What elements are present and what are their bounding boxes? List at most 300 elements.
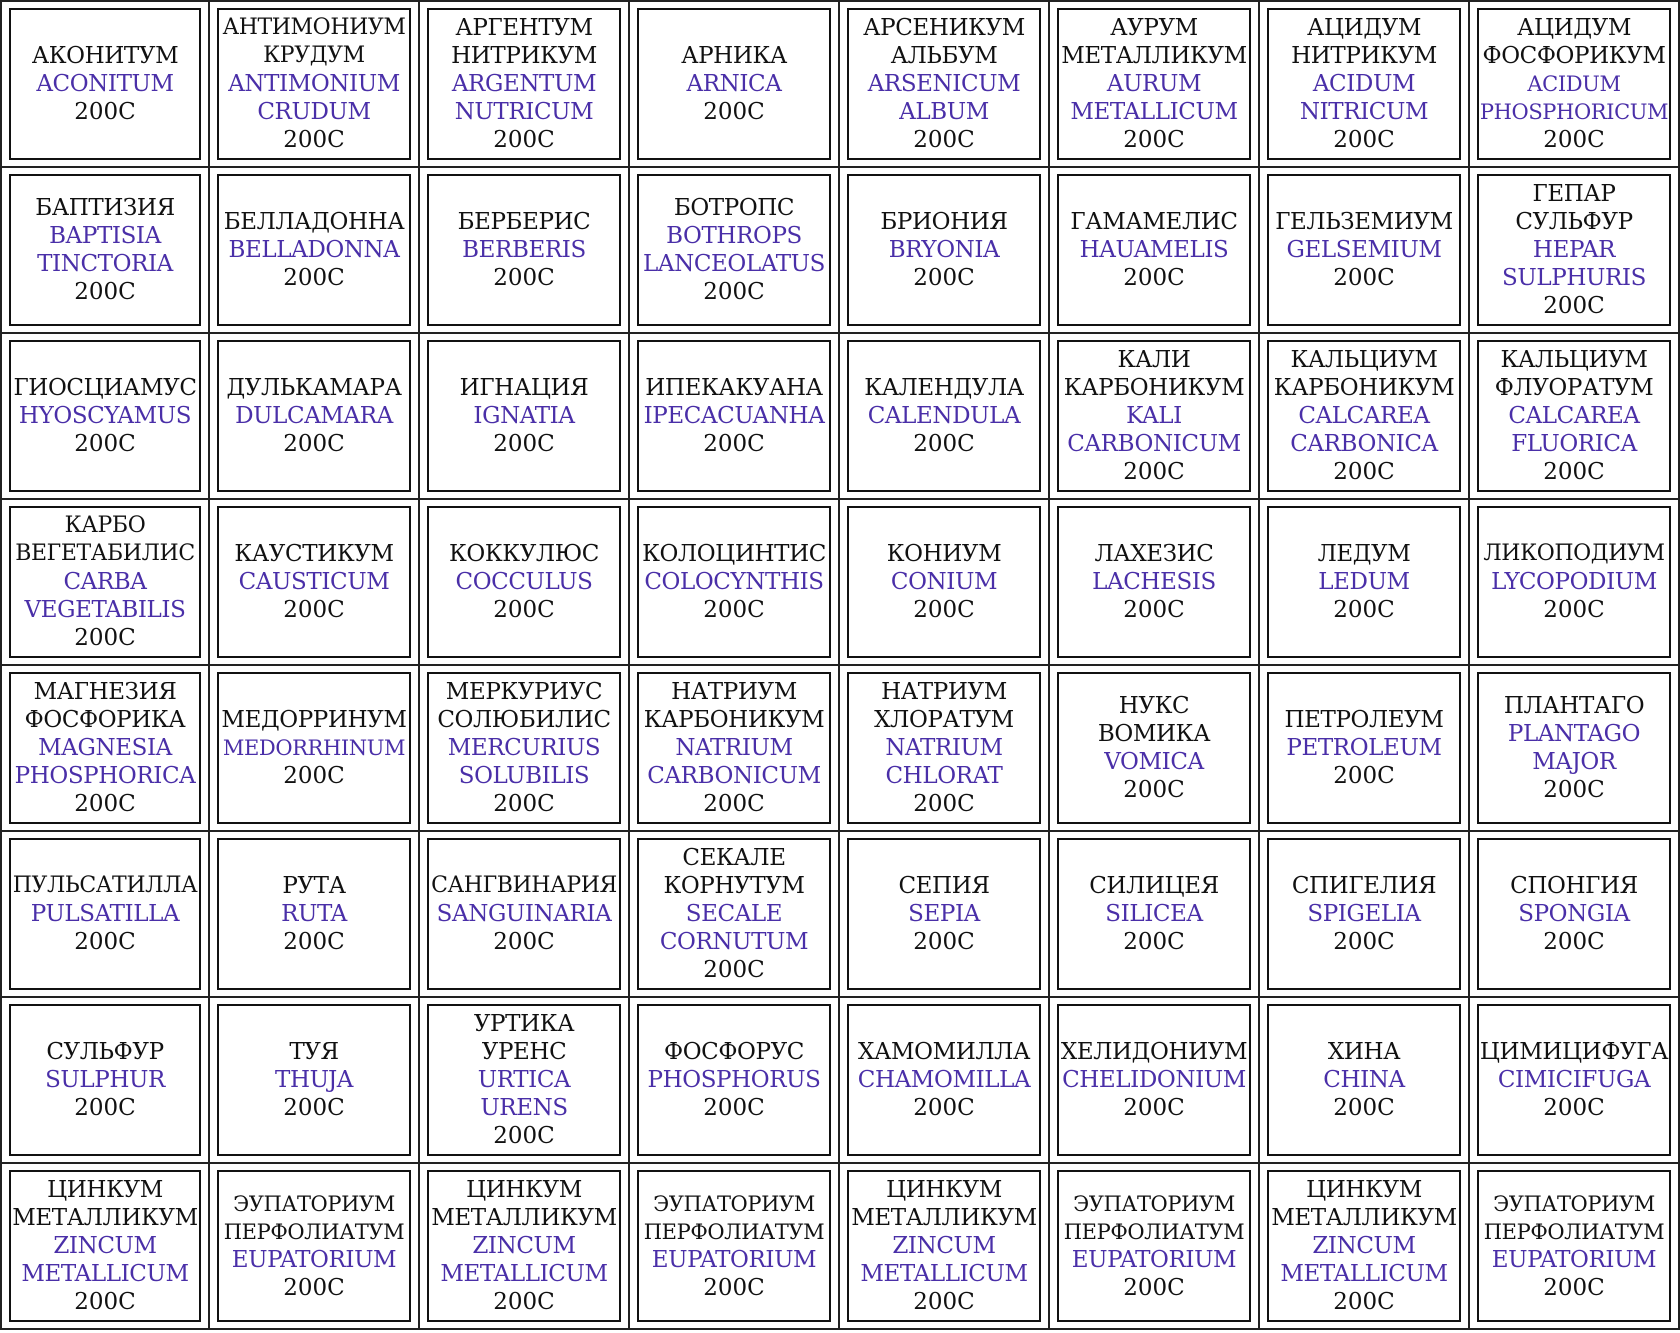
label-cell	[0, 168, 210, 334]
remedy-name-latin: PULSATILLA	[30, 901, 180, 927]
label-cell	[840, 2, 1050, 168]
remedy-name-cyrillic: АРНИКА	[681, 43, 787, 69]
label-cell	[210, 2, 420, 168]
potency: 200C	[283, 597, 345, 623]
remedy-name-cyrillic: ХЕЛИДОНИУМ	[1060, 1039, 1248, 1065]
remedy-name-latin: COCCULUS	[455, 569, 593, 595]
remedy-name-cyrillic: НУКС ВОМИКА	[1097, 693, 1211, 747]
potency: 200C	[913, 1289, 975, 1315]
label-cell	[1050, 168, 1260, 334]
potency: 200C	[283, 763, 345, 789]
label-cell	[840, 168, 1050, 334]
remedy-name-latin: PHOSPHORUS	[647, 1067, 821, 1093]
label-cell	[0, 1164, 210, 1330]
remedy-name-latin: CALCAREA FLUORICA	[1508, 403, 1640, 457]
remedy-name-cyrillic: СЕПИЯ	[898, 873, 990, 899]
remedy-name-cyrillic: КАРБО ВЕГЕТАБИЛИС	[15, 513, 195, 566]
remedy-name-latin: BRYONIA	[888, 237, 1000, 263]
label-cell	[1050, 832, 1260, 998]
label-cell	[420, 500, 630, 666]
remedy-name-cyrillic: НАТРИУМ ХЛОРАТУМ	[874, 679, 1014, 733]
potency: 200C	[74, 1289, 136, 1315]
potency: 200C	[703, 279, 765, 305]
remedy-name-latin: SILICEA	[1105, 901, 1203, 927]
label-cell	[0, 666, 210, 832]
remedy-name-cyrillic: ГАМАМЕЛИС	[1070, 209, 1238, 235]
label-cell	[210, 666, 420, 832]
remedy-label	[1267, 340, 1461, 492]
potency: 200C	[1543, 127, 1605, 153]
potency: 200C	[283, 929, 345, 955]
label-cell	[630, 832, 840, 998]
label-cell	[1470, 334, 1680, 500]
remedy-name-cyrillic: ЭУПАТОРИУМ ПЕРФОЛИАТУМ	[1063, 1192, 1245, 1244]
label-cell	[1260, 666, 1470, 832]
remedy-label	[9, 340, 201, 492]
label-cell	[1470, 1164, 1680, 1330]
potency: 200C	[1123, 127, 1185, 153]
potency: 200C	[1123, 777, 1185, 803]
remedy-label	[1477, 506, 1671, 658]
potency: 200C	[703, 1275, 765, 1301]
remedy-name-latin: SANGUINARIA	[436, 901, 612, 927]
potency: 200C	[74, 431, 136, 457]
label-cell	[840, 1164, 1050, 1330]
remedy-name-cyrillic: НАТРИУМ КАРБОНИКУМ	[643, 679, 825, 733]
potency: 200C	[1123, 597, 1185, 623]
label-cell	[1260, 334, 1470, 500]
potency: 200C	[283, 431, 345, 457]
remedy-name-cyrillic: МЕРКУРИУС СОЛЮБИЛИС	[437, 679, 611, 733]
potency: 200C	[1123, 929, 1185, 955]
potency: 200C	[493, 265, 555, 291]
remedy-label	[427, 1004, 621, 1156]
remedy-name-cyrillic: АЦИДУМ НИТРИКУМ	[1291, 15, 1437, 69]
remedy-name-latin: LEDUM	[1318, 569, 1410, 595]
label-cell	[840, 500, 1050, 666]
remedy-label	[217, 672, 411, 824]
potency: 200C	[74, 625, 136, 651]
remedy-name-latin: AURUM METALLICUM	[1070, 71, 1238, 125]
remedy-label	[217, 838, 411, 990]
remedy-name-cyrillic: ПЕТРОЛЕУМ	[1284, 707, 1444, 733]
remedy-name-cyrillic: ТУЯ	[289, 1039, 339, 1065]
remedy-name-latin: IGNATIA	[473, 403, 575, 429]
label-cell	[210, 500, 420, 666]
remedy-name-cyrillic: ХИНА	[1327, 1039, 1401, 1065]
remedy-name-latin: RUTA	[281, 901, 347, 927]
label-cell	[1470, 2, 1680, 168]
remedy-name-latin: KALI CARBONICUM	[1067, 403, 1241, 457]
label-cell	[630, 1164, 840, 1330]
potency: 200C	[1543, 293, 1605, 319]
remedy-label	[1477, 1004, 1671, 1156]
remedy-name-latin: EUPATORIUM	[651, 1247, 817, 1273]
potency: 200C	[1543, 1275, 1605, 1301]
remedy-name-latin: BERBERIS	[462, 237, 586, 263]
remedy-name-latin: EUPATORIUM	[231, 1247, 397, 1273]
label-cell	[0, 2, 210, 168]
remedy-label	[847, 506, 1041, 658]
potency: 200C	[703, 597, 765, 623]
remedy-label	[217, 506, 411, 658]
remedy-label	[1057, 1170, 1251, 1322]
remedy-name-latin: CALCAREA CARBONICA	[1290, 403, 1438, 457]
remedy-label	[427, 672, 621, 824]
potency: 200C	[74, 791, 136, 817]
label-cell	[1260, 832, 1470, 998]
label-cell	[210, 1164, 420, 1330]
label-cell	[840, 832, 1050, 998]
remedy-label	[1267, 506, 1461, 658]
remedy-label	[9, 506, 201, 658]
remedy-name-latin: ARSENICUM ALBUM	[867, 71, 1021, 125]
remedy-label	[1267, 672, 1461, 824]
remedy-name-latin: ACIDUM PHOSPHORICUM	[1479, 72, 1669, 124]
potency: 200C	[493, 929, 555, 955]
remedy-name-latin: DULCAMARA	[235, 403, 393, 429]
remedy-name-cyrillic: БАПТИЗИЯ	[35, 195, 175, 221]
label-cell	[840, 998, 1050, 1164]
remedy-name-latin: EUPATORIUM	[1491, 1247, 1657, 1273]
potency: 200C	[1543, 929, 1605, 955]
remedy-label	[1057, 672, 1251, 824]
remedy-name-cyrillic: УРТИКА УРЕНС	[473, 1011, 575, 1065]
label-cell	[1050, 2, 1260, 168]
label-cell	[630, 334, 840, 500]
remedy-name-cyrillic: КАЛИ КАРБОНИКУМ	[1063, 347, 1245, 401]
potency: 200C	[74, 1095, 136, 1121]
label-cell	[1260, 2, 1470, 168]
remedy-name-cyrillic: САНГВИНАРИЯ	[431, 873, 617, 898]
potency: 200C	[913, 929, 975, 955]
potency: 200C	[1123, 1095, 1185, 1121]
remedy-name-cyrillic: ФОСФОРУС	[664, 1039, 804, 1065]
remedy-label	[1477, 174, 1671, 326]
remedy-name-latin: ZINCUM METALLICUM	[440, 1233, 608, 1287]
remedy-label	[427, 340, 621, 492]
potency: 200C	[1543, 1095, 1605, 1121]
remedy-label	[1267, 174, 1461, 326]
remedy-name-latin: ACONITUM	[36, 71, 174, 97]
remedy-label	[1057, 174, 1251, 326]
remedy-label	[9, 672, 201, 824]
remedy-label	[637, 8, 831, 160]
potency: 200C	[1543, 777, 1605, 803]
remedy-name-cyrillic: СПИГЕЛИЯ	[1291, 873, 1437, 899]
label-cell	[1050, 666, 1260, 832]
remedy-name-latin: ZINCUM METALLICUM	[860, 1233, 1028, 1287]
potency: 200C	[1333, 127, 1395, 153]
remedy-label	[847, 174, 1041, 326]
remedy-name-latin: HYOSCYAMUS	[18, 403, 192, 429]
remedy-name-latin: HEPAR SULPHURIS	[1502, 237, 1646, 291]
label-cell	[0, 500, 210, 666]
label-cell	[0, 998, 210, 1164]
potency: 200C	[1333, 1095, 1395, 1121]
remedy-name-latin: BAPTISIA TINCTORIA	[37, 223, 173, 277]
label-cell	[420, 2, 630, 168]
potency: 200C	[1333, 929, 1395, 955]
potency: 200C	[703, 957, 765, 983]
remedy-name-latin: PLANTAGO MAJOR	[1507, 721, 1641, 775]
remedy-label	[847, 838, 1041, 990]
remedy-name-cyrillic: ЛИКОПОДИУМ	[1483, 541, 1665, 566]
remedy-name-latin: CIMICIFUGA	[1497, 1067, 1651, 1093]
remedy-name-latin: SPIGELIA	[1307, 901, 1421, 927]
remedy-label	[1057, 838, 1251, 990]
remedy-label	[1267, 8, 1461, 160]
remedy-label	[847, 1170, 1041, 1322]
remedy-name-cyrillic: ИГНАЦИЯ	[459, 375, 589, 401]
remedy-name-cyrillic: АКОНИТУМ	[31, 43, 179, 69]
remedy-label	[217, 174, 411, 326]
remedy-label	[1477, 340, 1671, 492]
remedy-label	[9, 8, 201, 160]
remedy-name-latin: ACIDUM NITRICUM	[1299, 71, 1429, 125]
label-cell	[1050, 1164, 1260, 1330]
remedy-name-cyrillic: СУЛЬФУР	[46, 1039, 164, 1065]
label-cell	[420, 666, 630, 832]
potency: 200C	[1333, 763, 1395, 789]
remedy-name-cyrillic: ЛЕДУМ	[1317, 541, 1411, 567]
remedy-name-cyrillic: ЦИНКУМ МЕТАЛЛИКУМ	[431, 1177, 617, 1231]
potency: 200C	[703, 791, 765, 817]
remedy-name-latin: MAGNESIA PHOSPHORICA	[14, 735, 196, 789]
label-cell	[1470, 168, 1680, 334]
remedy-label	[1267, 1004, 1461, 1156]
remedy-name-cyrillic: КАЛЕНДУЛА	[864, 375, 1024, 401]
remedy-name-cyrillic: КОНИУМ	[886, 541, 1002, 567]
remedy-name-cyrillic: ЦИНКУМ МЕТАЛЛИКУМ	[851, 1177, 1037, 1231]
potency: 200C	[1333, 1289, 1395, 1315]
remedy-name-cyrillic: ЦИНКУМ МЕТАЛЛИКУМ	[1271, 1177, 1457, 1231]
remedy-name-latin: ARNICA	[686, 71, 782, 97]
remedy-name-cyrillic: АНТИМОНИУМ КРУДУМ	[222, 15, 406, 68]
remedy-label	[427, 1170, 621, 1322]
remedy-name-cyrillic: ИПЕКАКУАНА	[645, 375, 823, 401]
remedy-label	[637, 1170, 831, 1322]
label-cell	[420, 998, 630, 1164]
label-cell	[420, 168, 630, 334]
label-cell	[840, 334, 1050, 500]
label-cell	[1260, 1164, 1470, 1330]
remedy-label	[1057, 340, 1251, 492]
label-cell	[630, 998, 840, 1164]
label-cell	[1470, 500, 1680, 666]
remedy-name-cyrillic: АРСЕНИКУМ АЛЬБУМ	[863, 15, 1025, 69]
remedy-name-cyrillic: ЦИМИЦИФУГА	[1479, 1039, 1669, 1065]
remedy-name-cyrillic: АЦИДУМ ФОСФОРИКУМ	[1482, 15, 1666, 69]
remedy-name-cyrillic: СЕКАЛЕ КОРНУТУМ	[663, 845, 805, 899]
potency: 200C	[283, 265, 345, 291]
label-cell	[1470, 832, 1680, 998]
label-cell	[1260, 500, 1470, 666]
remedy-name-cyrillic: БЕРБЕРИС	[457, 209, 591, 235]
remedy-name-latin: ANTIMONIUM CRUDUM	[228, 71, 400, 125]
label-cell	[630, 168, 840, 334]
remedy-name-latin: IPECACUANHA	[643, 403, 825, 429]
remedy-label	[1267, 1170, 1461, 1322]
remedy-label	[637, 838, 831, 990]
remedy-name-latin: PETROLEUM	[1286, 735, 1442, 761]
remedy-label	[217, 340, 411, 492]
remedy-name-latin: THUJA	[275, 1067, 353, 1093]
potency: 200C	[493, 127, 555, 153]
remedy-name-latin: CHELIDONIUM	[1062, 1067, 1246, 1093]
potency: 200C	[1333, 459, 1395, 485]
remedy-name-cyrillic: АРГЕНТУМ НИТРИКУМ	[451, 15, 597, 69]
remedy-name-cyrillic: СПОНГИЯ	[1510, 873, 1638, 899]
remedy-label	[9, 1170, 201, 1322]
label-cell	[1470, 998, 1680, 1164]
remedy-name-cyrillic: КОЛОЦИНТИС	[642, 541, 826, 567]
remedy-name-latin: COLOCYNTHIS	[644, 569, 824, 595]
remedy-label	[427, 838, 621, 990]
label-cell	[630, 2, 840, 168]
potency: 200C	[74, 279, 136, 305]
remedy-name-cyrillic: ПЛАНТАГО	[1503, 693, 1645, 719]
potency: 200C	[913, 791, 975, 817]
label-cell	[420, 832, 630, 998]
remedy-name-latin: HAUAMELIS	[1079, 237, 1229, 263]
potency: 200C	[1123, 1275, 1185, 1301]
label-cell	[0, 832, 210, 998]
remedy-name-cyrillic: КАУСТИКУМ	[234, 541, 394, 567]
remedy-name-cyrillic: МАГНЕЗИЯ ФОСФОРИКА	[24, 679, 186, 733]
remedy-label	[427, 174, 621, 326]
remedy-name-latin: BELLADONNA	[228, 237, 400, 263]
remedy-label	[217, 1170, 411, 1322]
remedy-label	[217, 1004, 411, 1156]
remedy-name-latin: URTICA URENS	[477, 1067, 571, 1121]
remedy-label	[637, 174, 831, 326]
label-cell	[630, 500, 840, 666]
remedy-name-cyrillic: ЭУПАТОРИУМ ПЕРФОЛИАТУМ	[643, 1192, 825, 1244]
potency: 200C	[703, 1095, 765, 1121]
remedy-name-latin: ZINCUM METALLICUM	[21, 1233, 189, 1287]
remedy-name-latin: CONIUM	[890, 569, 998, 595]
label-cell	[210, 168, 420, 334]
remedy-name-latin: MERCURIUS SOLUBILIS	[447, 735, 601, 789]
remedy-label	[637, 1004, 831, 1156]
remedy-name-cyrillic: МЕДОРРИНУМ	[221, 707, 407, 733]
remedy-name-latin: SECALE CORNUTUM	[659, 901, 809, 955]
potency: 200C	[74, 929, 136, 955]
remedy-label	[847, 8, 1041, 160]
potency: 200C	[283, 127, 345, 153]
remedy-name-cyrillic: БРИОНИЯ	[880, 209, 1008, 235]
remedy-label	[847, 672, 1041, 824]
remedy-name-latin: CARBA VEGETABILIS	[24, 569, 186, 623]
potency: 200C	[493, 431, 555, 457]
remedy-label	[1477, 8, 1671, 160]
remedy-label	[637, 672, 831, 824]
potency: 200C	[913, 127, 975, 153]
remedy-label	[637, 340, 831, 492]
label-cell	[210, 832, 420, 998]
label-cell	[1050, 334, 1260, 500]
remedy-label	[9, 1004, 201, 1156]
remedy-name-cyrillic: ЭУПАТОРИУМ ПЕРФОЛИАТУМ	[223, 1192, 405, 1244]
remedy-name-cyrillic: ДУЛЬКАМАРА	[226, 375, 402, 401]
remedy-name-latin: GELSEMIUM	[1286, 237, 1442, 263]
remedy-name-latin: CHINA	[1323, 1067, 1405, 1093]
label-cell	[210, 998, 420, 1164]
label-cell	[840, 666, 1050, 832]
potency: 200C	[913, 265, 975, 291]
remedy-name-cyrillic: ЛАХЕЗИС	[1094, 541, 1214, 567]
remedy-name-cyrillic: СИЛИЦЕЯ	[1089, 873, 1219, 899]
remedy-label	[847, 340, 1041, 492]
remedy-label	[1057, 1004, 1251, 1156]
remedy-name-latin: BOTHROPS LANCEOLATUS	[643, 223, 825, 277]
remedy-label	[9, 174, 201, 326]
remedy-name-latin: CALENDULA	[867, 403, 1021, 429]
potency: 200C	[74, 99, 136, 125]
potency: 200C	[913, 431, 975, 457]
remedy-name-latin: ARGENTUM NUTRICUM	[451, 71, 597, 125]
remedy-label	[1267, 838, 1461, 990]
label-cell	[1260, 998, 1470, 1164]
remedy-name-cyrillic: ГЕПАР СУЛЬФУР	[1515, 181, 1633, 235]
remedy-name-latin: LACHESIS	[1092, 569, 1216, 595]
label-cell	[1050, 998, 1260, 1164]
potency: 200C	[703, 431, 765, 457]
remedy-name-latin: NATRIUM CHLORAT	[885, 735, 1003, 789]
remedy-label	[427, 506, 621, 658]
potency: 200C	[703, 99, 765, 125]
potency: 200C	[1543, 597, 1605, 623]
potency: 200C	[1123, 265, 1185, 291]
remedy-name-cyrillic: БОТРОПС	[673, 195, 795, 221]
remedy-label	[427, 8, 621, 160]
remedy-label	[637, 506, 831, 658]
remedy-name-latin: SULPHUR	[45, 1067, 165, 1093]
remedy-label	[1057, 506, 1251, 658]
potency: 200C	[493, 791, 555, 817]
remedy-label	[1057, 8, 1251, 160]
remedy-name-latin: EUPATORIUM	[1071, 1247, 1237, 1273]
remedy-label	[1477, 1170, 1671, 1322]
potency: 200C	[1543, 459, 1605, 485]
remedy-name-latin: ZINCUM METALLICUM	[1280, 1233, 1448, 1287]
remedy-name-latin: VOMICA	[1104, 749, 1204, 775]
remedy-name-cyrillic: ПУЛЬСАТИЛЛА	[12, 873, 198, 898]
potency: 200C	[283, 1275, 345, 1301]
remedy-name-latin: SPONGIA	[1518, 901, 1630, 927]
remedy-name-cyrillic: КАЛЬЦИУМ ФЛУОРАТУМ	[1494, 347, 1654, 401]
remedy-label	[1477, 672, 1671, 824]
remedy-name-cyrillic: ХАМОМИЛЛА	[857, 1039, 1030, 1065]
potency: 200C	[1333, 597, 1395, 623]
label-cell	[420, 334, 630, 500]
remedy-label	[9, 838, 201, 990]
remedy-name-latin: NATRIUM CARBONICUM	[647, 735, 821, 789]
label-cell	[1470, 666, 1680, 832]
remedy-name-latin: LYCOPODIUM	[1491, 569, 1657, 595]
remedy-name-cyrillic: ЭУПАТОРИУМ ПЕРФОЛИАТУМ	[1483, 1192, 1665, 1244]
potency: 200C	[493, 1289, 555, 1315]
remedy-name-cyrillic: АУРУМ МЕТАЛЛИКУМ	[1061, 15, 1247, 69]
remedy-label	[1477, 838, 1671, 990]
potency: 200C	[1333, 265, 1395, 291]
label-cell	[1260, 168, 1470, 334]
label-cell	[0, 334, 210, 500]
remedy-name-cyrillic: РУТА	[282, 873, 346, 899]
remedy-name-cyrillic: КОККУЛЮС	[449, 541, 599, 567]
potency: 200C	[493, 1123, 555, 1149]
